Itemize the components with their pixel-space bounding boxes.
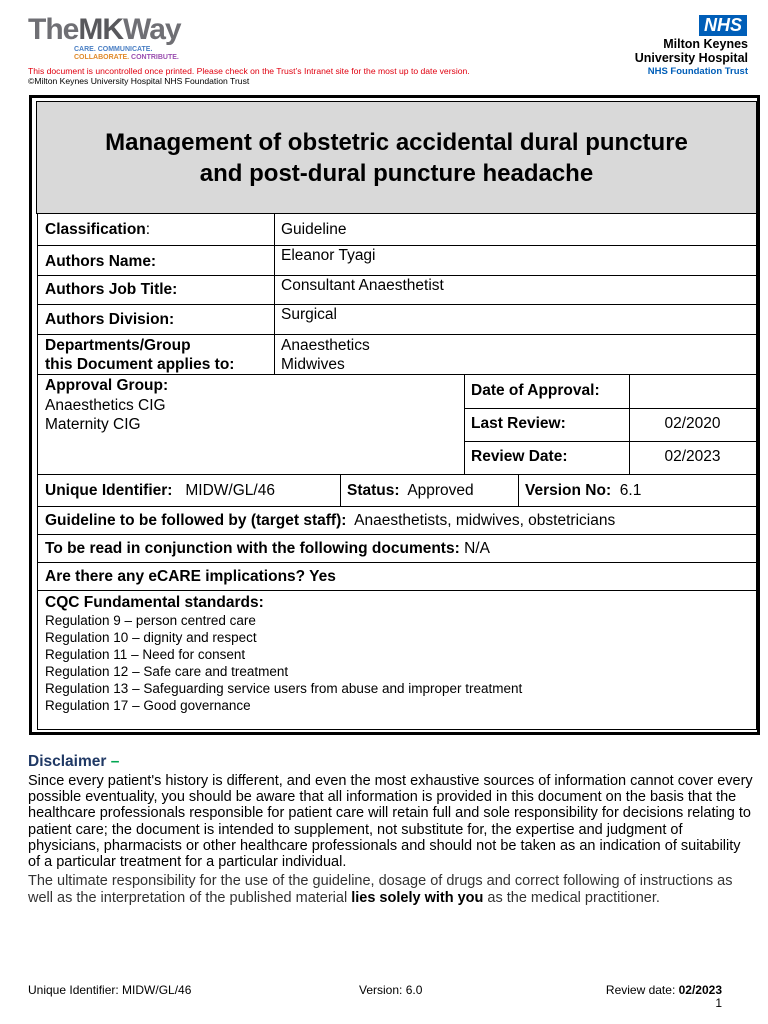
last-review-label: Last Review: bbox=[471, 415, 566, 432]
regulation-item: Regulation 9 – person centred care bbox=[45, 613, 256, 628]
division-row bbox=[37, 304, 757, 335]
regulation-item: Regulation 10 – dignity and respect bbox=[45, 630, 257, 645]
job-title-row bbox=[37, 275, 757, 305]
job-title-value: Consultant Anaesthetist bbox=[281, 277, 444, 294]
review-date-value: 02/2023 bbox=[664, 448, 721, 465]
trust-name: NHS Foundation Trust bbox=[647, 66, 748, 77]
classification-label: Classification: bbox=[45, 221, 151, 238]
last-review-value: 02/2020 bbox=[664, 415, 721, 432]
cqc-standards bbox=[38, 591, 756, 729]
departments-value: Anaesthetics Midwives bbox=[281, 337, 370, 373]
version-number: Version No: 6.1 bbox=[525, 482, 642, 499]
date-of-approval-label: Date of Approval: bbox=[471, 382, 600, 399]
target-staff-row bbox=[37, 506, 757, 535]
cqc-heading: CQC Fundamental standards: bbox=[45, 594, 264, 611]
review-date-label: Review Date: bbox=[471, 448, 568, 465]
disclaimer-paragraph-1: Since every patient's history is different, and even the most exhaustive sources of information cannot cover every possible eventuality, you should be aware that all information is provided in this document on the basis that the healthcare professionals responsible for patient care will retain full and sole responsibility for decisions relating to patient care; the document is intended to supplement, not substitute for, the expertise and judgment of physicians, pharmacists or other healthcare professionals and should not be taken as an indication of suitability of a particular treatment for a particular individual. bbox=[28, 773, 753, 871]
mkway-logo bbox=[28, 14, 181, 62]
approval-group: Approval Group: Anaesthetics CIG Maternity CIG bbox=[45, 377, 169, 433]
approval-block bbox=[37, 374, 757, 475]
nhs-logo: NHS bbox=[699, 15, 747, 36]
departments-label: Departments/Group this Document applies to: bbox=[45, 337, 235, 373]
logo-tagline-1: CARE. COMMUNICATE. bbox=[74, 46, 153, 53]
uncontrolled-note: This document is uncontrolled once printed. Please check on the Trust’s Intranet site for the most up to date version. bbox=[28, 66, 470, 76]
division-label: Authors Division: bbox=[45, 311, 175, 328]
ecare-row bbox=[37, 562, 757, 591]
disclaimer-title: Disclaimer – bbox=[28, 753, 120, 770]
conjunction-documents: To be read in conjunction with the following documents: N/A bbox=[45, 540, 490, 557]
authors-name-label: Authors Name: bbox=[45, 253, 157, 270]
authors-name-row bbox=[37, 245, 757, 276]
target-staff: Guideline to be followed by (target staff): Anaesthetists, midwives, obstetricians bbox=[45, 512, 616, 529]
title-box bbox=[36, 101, 757, 214]
date-of-approval-value bbox=[629, 375, 756, 408]
division-value: Surgical bbox=[281, 306, 337, 323]
logo-wordmark: TheMKWay bbox=[28, 13, 181, 46]
copyright-note: ©Milton Keynes University Hospital NHS Foundation Trust bbox=[28, 76, 250, 86]
unique-identifier: Unique Identifier: MIDW/GL/46 bbox=[45, 482, 275, 499]
ecare-implications: Are there any eCARE implications? Yes bbox=[45, 568, 336, 585]
footer-version: Version: 6.0 bbox=[359, 983, 423, 997]
page-number: 1 bbox=[715, 996, 722, 1010]
logo-tagline-2: COLLABORATE. CONTRIBUTE. bbox=[74, 54, 179, 61]
document-title: Management of obstetric accidental dural puncture and post-dural puncture headache bbox=[105, 128, 688, 187]
hospital-name: Milton Keynes University Hospital bbox=[634, 37, 748, 65]
conjunction-row bbox=[37, 534, 757, 563]
disclaimer-paragraph-2: The ultimate responsibility for the use of the guideline, dosage of drugs and correct following of instructions as well as the interpretation of the published material lies solely with you as the medical practitioner. bbox=[28, 873, 733, 906]
classification-row bbox=[37, 213, 757, 246]
regulation-item: Regulation 12 – Safe care and treatment bbox=[45, 664, 289, 679]
classification-value: Guideline bbox=[281, 221, 347, 238]
regulation-item: Regulation 13 – Safeguarding service users from abuse and improper treatment bbox=[45, 681, 523, 696]
status: Status: Approved bbox=[347, 482, 474, 499]
job-title-label: Authors Job Title: bbox=[45, 281, 178, 298]
footer-review-date: Review date: 02/2023 bbox=[605, 983, 722, 997]
footer-identifier: Unique Identifier: MIDW/GL/46 bbox=[28, 983, 192, 997]
identifier-row bbox=[37, 474, 757, 507]
authors-name-value: Eleanor Tyagi bbox=[281, 247, 376, 264]
regulation-item: Regulation 17 – Good governance bbox=[45, 698, 251, 713]
cqc-row bbox=[37, 590, 757, 730]
regulation-item: Regulation 11 – Need for consent bbox=[45, 647, 246, 662]
departments-row bbox=[37, 334, 757, 375]
